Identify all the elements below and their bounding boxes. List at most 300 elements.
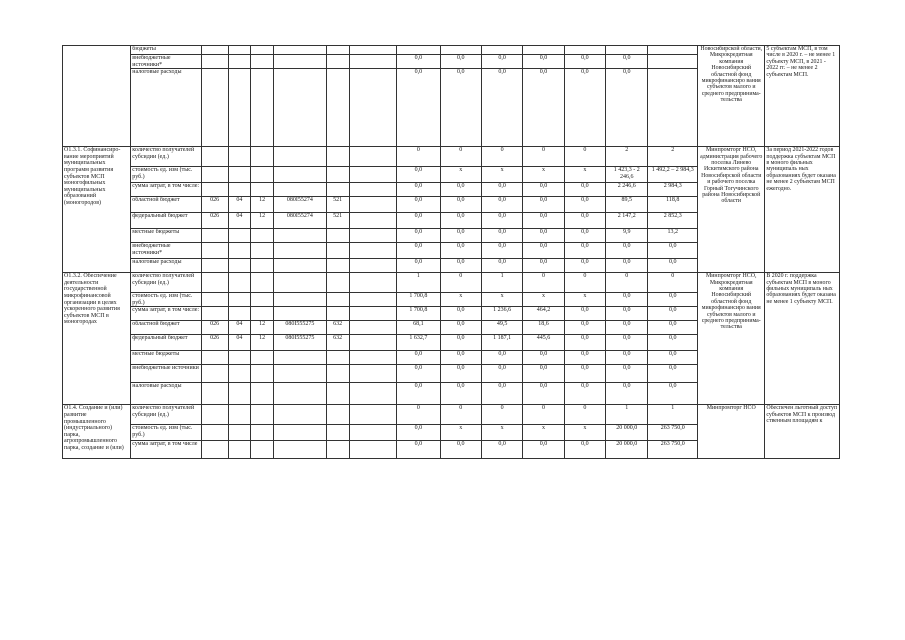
indicator-label: налоговые расходы bbox=[131, 259, 201, 273]
indicator-label: бюджеты bbox=[131, 46, 201, 55]
code-cell-vr bbox=[326, 167, 349, 183]
value-cell-2018: 1 236,6 bbox=[481, 307, 522, 321]
executor-cell: Минпромторг НСО, Микрокредитная компания Новосибирский областной фонд микрофинансиро вания субъектов малого и среднего предпринима- тельства bbox=[698, 273, 765, 405]
code-cell-csr bbox=[274, 307, 327, 321]
value-cell-2017: 0,0 bbox=[440, 213, 481, 229]
value-cell-2015 bbox=[349, 273, 397, 293]
code-cell-vr bbox=[326, 425, 349, 441]
value-cell-2017: 0,0 bbox=[440, 259, 481, 273]
code-cell-grbs bbox=[201, 425, 228, 441]
value-cell-2018: 0,0 bbox=[481, 259, 522, 273]
code-cell-grbs bbox=[201, 383, 228, 405]
value-cell-2016: 0,0 bbox=[397, 383, 440, 405]
value-cell-2018: 1 187,1 bbox=[481, 335, 522, 351]
value-cell-2018: 0,0 bbox=[481, 197, 522, 213]
code-cell-rz bbox=[228, 351, 251, 365]
value-cell-2016: 0,0 bbox=[397, 197, 440, 213]
executor-cell: Новосибирской области, Микрокредитная компания Новосибирский областной фонд микрофинансиро вания субъектов малого и среднего предпринима- тельства bbox=[698, 46, 765, 147]
value-cell-2021 bbox=[606, 46, 648, 55]
code-cell-rz bbox=[228, 243, 251, 259]
value-cell-2020: 0,0 bbox=[564, 321, 605, 335]
activity-title: О1.3.1. Софинансиро- вание мероприятий муниципальных программ развития субъектов МСП моногофильных муниципальных образований (моногородов) bbox=[63, 147, 131, 273]
value-cell-2022: 118,8 bbox=[648, 197, 698, 213]
indicator-label: количество получателей субсидии (ед.) bbox=[131, 273, 201, 293]
code-cell-grbs bbox=[201, 183, 228, 197]
code-cell-rz bbox=[228, 293, 251, 307]
value-cell-2017: 0,0 bbox=[440, 365, 481, 383]
value-cell-2016: 68,1 bbox=[397, 321, 440, 335]
value-cell-2018: 49,5 bbox=[481, 321, 522, 335]
value-cell-2018: 0,0 bbox=[481, 441, 522, 459]
code-cell-rz bbox=[228, 307, 251, 321]
code-cell-csr bbox=[274, 351, 327, 365]
indicator-label: федеральный бюджет bbox=[131, 213, 201, 229]
code-cell-csr bbox=[274, 425, 327, 441]
code-cell-vr bbox=[326, 55, 349, 69]
code-cell-vr: 632 bbox=[326, 321, 349, 335]
value-cell-2018: 0,0 bbox=[481, 69, 522, 147]
value-cell-2022 bbox=[648, 46, 698, 55]
result-cell: 5 субъектам МСП, в том числе в 2020 г. – не менее 1 субъекту МСП, в 2021 - 2022 гг. – не менее 2 субъектам МСП. bbox=[765, 46, 840, 147]
code-cell-csr: 080I555275 bbox=[274, 335, 327, 351]
code-cell-rz bbox=[228, 383, 251, 405]
indicator-label: сумма затрат, в том числе bbox=[131, 441, 201, 459]
value-cell-2017: 0,0 bbox=[440, 383, 481, 405]
value-cell-2021: 0,0 bbox=[606, 293, 648, 307]
code-cell-pr bbox=[251, 259, 274, 273]
value-cell-2021: 20 000,0 bbox=[606, 441, 648, 459]
value-cell-2018: 0,0 bbox=[481, 383, 522, 405]
code-cell-csr bbox=[274, 183, 327, 197]
code-cell-pr bbox=[251, 46, 274, 55]
value-cell-2022: 13,2 bbox=[648, 229, 698, 243]
code-cell-rz bbox=[228, 405, 251, 425]
value-cell-2020 bbox=[564, 46, 605, 55]
value-cell-2018: 0,0 bbox=[481, 229, 522, 243]
value-cell-2021: 0,0 bbox=[606, 243, 648, 259]
value-cell-2019: 0,0 bbox=[523, 259, 564, 273]
value-cell-2022: 0,0 bbox=[648, 243, 698, 259]
value-cell-2019: 0,0 bbox=[523, 351, 564, 365]
value-cell-2015 bbox=[349, 441, 397, 459]
code-cell-pr: 12 bbox=[251, 321, 274, 335]
value-cell-2020: 0,0 bbox=[564, 259, 605, 273]
code-cell-vr bbox=[326, 383, 349, 405]
value-cell-2022: 263 750,0 bbox=[648, 441, 698, 459]
value-cell-2022: 0,0 bbox=[648, 365, 698, 383]
value-cell-2015 bbox=[349, 243, 397, 259]
indicator-label: налоговые расходы bbox=[131, 383, 201, 405]
code-cell-rz: 04 bbox=[228, 335, 251, 351]
value-cell-2017: 0,0 bbox=[440, 69, 481, 147]
value-cell-2020: 0,0 bbox=[564, 351, 605, 365]
code-cell-rz: 04 bbox=[228, 321, 251, 335]
result-cell: Обеспечен льготный доступ субъектов МСП к производ ственным площадям к bbox=[765, 405, 840, 459]
value-cell-2021: 0,0 bbox=[606, 335, 648, 351]
value-cell-2015 bbox=[349, 405, 397, 425]
value-cell-2018: 0 bbox=[481, 405, 522, 425]
code-cell-grbs: 026 bbox=[201, 321, 228, 335]
indicator-label: областной бюджет bbox=[131, 321, 201, 335]
code-cell-pr bbox=[251, 365, 274, 383]
value-cell-2016: 0,0 bbox=[397, 351, 440, 365]
code-cell-vr bbox=[326, 307, 349, 321]
indicator-label: внебюджетные источники bbox=[131, 365, 201, 383]
value-cell-2022: 2 bbox=[648, 147, 698, 167]
code-cell-grbs: 026 bbox=[201, 335, 228, 351]
code-cell-rz bbox=[228, 69, 251, 147]
code-cell-pr bbox=[251, 69, 274, 147]
value-cell-2015 bbox=[349, 259, 397, 273]
table-row bbox=[63, 405, 840, 425]
code-cell-vr bbox=[326, 69, 349, 147]
value-cell-2017: 0,0 bbox=[440, 183, 481, 197]
value-cell-2022: 263 750,0 bbox=[648, 425, 698, 441]
code-cell-rz bbox=[228, 183, 251, 197]
code-cell-grbs bbox=[201, 441, 228, 459]
value-cell-2018: x bbox=[481, 293, 522, 307]
value-cell-2017: 0 bbox=[440, 405, 481, 425]
result-cell: В 2020 г. поддержка субъектам МСП в моного фильных муниципаль ных образованиях будет оказана не менее 1 субъекту МСП. bbox=[765, 273, 840, 405]
value-cell-2021: 0,0 bbox=[606, 383, 648, 405]
indicator-label: федеральный бюджет bbox=[131, 335, 201, 351]
value-cell-2018: 0,0 bbox=[481, 243, 522, 259]
value-cell-2020: 0,0 bbox=[564, 213, 605, 229]
value-cell-2022: 2 852,3 bbox=[648, 213, 698, 229]
code-cell-rz bbox=[228, 273, 251, 293]
value-cell-2022 bbox=[648, 69, 698, 147]
value-cell-2015 bbox=[349, 229, 397, 243]
value-cell-2016: 0,0 bbox=[397, 55, 440, 69]
value-cell-2018: 0 bbox=[481, 147, 522, 167]
indicator-label: количество получателей субсидии (ед.) bbox=[131, 405, 201, 425]
value-cell-2017: x bbox=[440, 425, 481, 441]
value-cell-2021: 89,5 bbox=[606, 197, 648, 213]
value-cell-2017: 0,0 bbox=[440, 197, 481, 213]
code-cell-rz bbox=[228, 425, 251, 441]
activity-title: О1.4. Создание и (или) развитие промышленного (индустриального) парка, агропромышленного парка, создание и (или) bbox=[63, 405, 131, 459]
value-cell-2015 bbox=[349, 147, 397, 167]
value-cell-2021: 20 000,0 bbox=[606, 425, 648, 441]
value-cell-2019: 445,6 bbox=[523, 335, 564, 351]
value-cell-2015 bbox=[349, 46, 397, 55]
code-cell-grbs bbox=[201, 167, 228, 183]
value-cell-2019: 0,0 bbox=[523, 197, 564, 213]
value-cell-2020: 0,0 bbox=[564, 365, 605, 383]
value-cell-2022: 1 bbox=[648, 405, 698, 425]
code-cell-csr bbox=[274, 69, 327, 147]
code-cell-vr: 521 bbox=[326, 213, 349, 229]
value-cell-2016: 1 632,7 bbox=[397, 335, 440, 351]
value-cell-2020: 0,0 bbox=[564, 229, 605, 243]
value-cell-2018: 0,0 bbox=[481, 213, 522, 229]
value-cell-2015 bbox=[349, 293, 397, 307]
value-cell-2021: 0,0 bbox=[606, 55, 648, 69]
value-cell-2021: 0,0 bbox=[606, 259, 648, 273]
value-cell-2019: 0,0 bbox=[523, 365, 564, 383]
value-cell-2020: 0,0 bbox=[564, 55, 605, 69]
code-cell-vr bbox=[326, 259, 349, 273]
indicator-label: стоимость ед. изм (тыс. руб.) bbox=[131, 425, 201, 441]
indicator-label: местные бюджеты bbox=[131, 229, 201, 243]
code-cell-grbs bbox=[201, 259, 228, 273]
value-cell-2020: 0,0 bbox=[564, 183, 605, 197]
code-cell-vr bbox=[326, 273, 349, 293]
value-cell-2020: 0,0 bbox=[564, 197, 605, 213]
code-cell-rz bbox=[228, 46, 251, 55]
code-cell-csr bbox=[274, 293, 327, 307]
value-cell-2017 bbox=[440, 46, 481, 55]
value-cell-2019: x bbox=[523, 293, 564, 307]
code-cell-pr bbox=[251, 351, 274, 365]
value-cell-2016: 0,0 bbox=[397, 69, 440, 147]
value-cell-2020: 0 bbox=[564, 147, 605, 167]
value-cell-2015 bbox=[349, 55, 397, 69]
value-cell-2022: 0,0 bbox=[648, 293, 698, 307]
budget-table bbox=[62, 45, 840, 459]
value-cell-2022: 1 492,2 – 2 984,3 bbox=[648, 167, 698, 183]
value-cell-2018: x bbox=[481, 167, 522, 183]
value-cell-2017: 0,0 bbox=[440, 335, 481, 351]
value-cell-2018 bbox=[481, 46, 522, 55]
value-cell-2015 bbox=[349, 307, 397, 321]
code-cell-rz bbox=[228, 229, 251, 243]
code-cell-csr bbox=[274, 365, 327, 383]
value-cell-2020: 0,0 bbox=[564, 307, 605, 321]
value-cell-2021: 0,0 bbox=[606, 307, 648, 321]
value-cell-2021: 2 bbox=[606, 147, 648, 167]
value-cell-2021: 0 bbox=[606, 273, 648, 293]
value-cell-2016: 0,0 bbox=[397, 213, 440, 229]
code-cell-rz bbox=[228, 259, 251, 273]
code-cell-pr: 12 bbox=[251, 197, 274, 213]
value-cell-2021: 1 423,3 - 2 246,6 bbox=[606, 167, 648, 183]
code-cell-vr bbox=[326, 441, 349, 459]
value-cell-2019: x bbox=[523, 167, 564, 183]
value-cell-2015 bbox=[349, 365, 397, 383]
code-cell-vr bbox=[326, 351, 349, 365]
value-cell-2019: 464,2 bbox=[523, 307, 564, 321]
value-cell-2019: 0,0 bbox=[523, 213, 564, 229]
value-cell-2017: x bbox=[440, 293, 481, 307]
value-cell-2022 bbox=[648, 55, 698, 69]
code-cell-grbs bbox=[201, 147, 228, 167]
value-cell-2021: 0,0 bbox=[606, 351, 648, 365]
code-cell-csr bbox=[274, 229, 327, 243]
value-cell-2018: 1 bbox=[481, 273, 522, 293]
code-cell-csr bbox=[274, 55, 327, 69]
value-cell-2020: x bbox=[564, 167, 605, 183]
value-cell-2016: 1 bbox=[397, 273, 440, 293]
value-cell-2017: 0,0 bbox=[440, 243, 481, 259]
code-cell-vr bbox=[326, 183, 349, 197]
code-cell-csr: 080I555275 bbox=[274, 321, 327, 335]
value-cell-2022: 0,0 bbox=[648, 335, 698, 351]
value-cell-2018: x bbox=[481, 425, 522, 441]
code-cell-grbs: 026 bbox=[201, 197, 228, 213]
code-cell-pr bbox=[251, 229, 274, 243]
value-cell-2017: 0 bbox=[440, 273, 481, 293]
code-cell-rz bbox=[228, 365, 251, 383]
value-cell-2017: 0,0 bbox=[440, 307, 481, 321]
value-cell-2019: 0 bbox=[523, 405, 564, 425]
value-cell-2019: 0,0 bbox=[523, 383, 564, 405]
value-cell-2020: 0,0 bbox=[564, 335, 605, 351]
code-cell-pr bbox=[251, 243, 274, 259]
code-cell-csr bbox=[274, 147, 327, 167]
code-cell-pr bbox=[251, 405, 274, 425]
code-cell-pr bbox=[251, 167, 274, 183]
executor-cell: Минпромторг НСО bbox=[698, 405, 765, 459]
code-cell-pr bbox=[251, 441, 274, 459]
code-cell-grbs bbox=[201, 365, 228, 383]
value-cell-2015 bbox=[349, 197, 397, 213]
value-cell-2021: 9,9 bbox=[606, 229, 648, 243]
indicator-label: местные бюджеты bbox=[131, 351, 201, 365]
code-cell-pr: 12 bbox=[251, 335, 274, 351]
code-cell-vr bbox=[326, 147, 349, 167]
value-cell-2016: 0,0 bbox=[397, 167, 440, 183]
code-cell-pr bbox=[251, 147, 274, 167]
value-cell-2019 bbox=[523, 46, 564, 55]
code-cell-csr bbox=[274, 441, 327, 459]
code-cell-rz bbox=[228, 55, 251, 69]
value-cell-2021: 0,0 bbox=[606, 365, 648, 383]
activity-title: О1.3.2. Обеспечение деятельности государственной микрофинансовой организации в целях ускоренного развития субъектов МСП в моногородах bbox=[63, 273, 131, 405]
value-cell-2020: 0,0 bbox=[564, 441, 605, 459]
code-cell-csr: 080I55274 bbox=[274, 197, 327, 213]
value-cell-2022: 2 984,3 bbox=[648, 183, 698, 197]
table-row bbox=[63, 147, 840, 167]
value-cell-2019: 0,0 bbox=[523, 441, 564, 459]
activity-title bbox=[63, 46, 131, 147]
indicator-label: количество получателей субсидии (ед.) bbox=[131, 147, 201, 167]
indicator-label: сумма затрат, в том числе: bbox=[131, 183, 201, 197]
value-cell-2015 bbox=[349, 69, 397, 147]
value-cell-2018: 0,0 bbox=[481, 351, 522, 365]
code-cell-csr bbox=[274, 259, 327, 273]
code-cell-pr: 12 bbox=[251, 213, 274, 229]
value-cell-2022: 0,0 bbox=[648, 321, 698, 335]
code-cell-pr bbox=[251, 383, 274, 405]
value-cell-2021: 2 147,2 bbox=[606, 213, 648, 229]
value-cell-2016: 0,0 bbox=[397, 229, 440, 243]
value-cell-2017: 0 bbox=[440, 147, 481, 167]
value-cell-2016: 0,0 bbox=[397, 425, 440, 441]
indicator-label: внебюджетные источники* bbox=[131, 55, 201, 69]
indicator-label: сумма затрат, в том числе: bbox=[131, 307, 201, 321]
code-cell-grbs bbox=[201, 273, 228, 293]
value-cell-2015 bbox=[349, 213, 397, 229]
code-cell-pr bbox=[251, 307, 274, 321]
value-cell-2020: x bbox=[564, 293, 605, 307]
value-cell-2016: 0,0 bbox=[397, 441, 440, 459]
value-cell-2016: 0,0 bbox=[397, 259, 440, 273]
code-cell-grbs bbox=[201, 243, 228, 259]
value-cell-2015 bbox=[349, 425, 397, 441]
code-cell-grbs bbox=[201, 46, 228, 55]
value-cell-2019: 0 bbox=[523, 273, 564, 293]
code-cell-grbs bbox=[201, 307, 228, 321]
value-cell-2020: 0,0 bbox=[564, 69, 605, 147]
value-cell-2015 bbox=[349, 351, 397, 365]
code-cell-grbs bbox=[201, 293, 228, 307]
code-cell-pr bbox=[251, 55, 274, 69]
code-cell-csr bbox=[274, 383, 327, 405]
value-cell-2019: 0 bbox=[523, 147, 564, 167]
code-cell-csr bbox=[274, 405, 327, 425]
value-cell-2021: 0,0 bbox=[606, 321, 648, 335]
code-cell-vr: 521 bbox=[326, 197, 349, 213]
value-cell-2016: 1 700,8 bbox=[397, 307, 440, 321]
value-cell-2015 bbox=[349, 335, 397, 351]
code-cell-rz bbox=[228, 147, 251, 167]
code-cell-vr bbox=[326, 293, 349, 307]
value-cell-2018: 0,0 bbox=[481, 55, 522, 69]
code-cell-grbs bbox=[201, 55, 228, 69]
code-cell-rz bbox=[228, 167, 251, 183]
value-cell-2015 bbox=[349, 321, 397, 335]
code-cell-csr bbox=[274, 273, 327, 293]
code-cell-vr: 632 bbox=[326, 335, 349, 351]
code-cell-pr bbox=[251, 183, 274, 197]
result-cell: За период 2021-2022 годов поддержка субъектам МСП в моного фильных муниципаль ных образованиях будет оказана не менее 2 субъектам МСП ежегодно. bbox=[765, 147, 840, 273]
code-cell-grbs bbox=[201, 405, 228, 425]
value-cell-2016: 0,0 bbox=[397, 243, 440, 259]
indicator-label: налоговые расходы bbox=[131, 69, 201, 147]
code-cell-rz: 04 bbox=[228, 197, 251, 213]
value-cell-2021: 0,0 bbox=[606, 69, 648, 147]
value-cell-2022: 0 bbox=[648, 273, 698, 293]
value-cell-2022: 0,0 bbox=[648, 351, 698, 365]
code-cell-grbs bbox=[201, 69, 228, 147]
code-cell-rz bbox=[228, 441, 251, 459]
value-cell-2020: 0,0 bbox=[564, 383, 605, 405]
value-cell-2017: 0,0 bbox=[440, 441, 481, 459]
code-cell-csr bbox=[274, 167, 327, 183]
value-cell-2017: 0,0 bbox=[440, 229, 481, 243]
value-cell-2016: 0,0 bbox=[397, 183, 440, 197]
value-cell-2022: 0,0 bbox=[648, 307, 698, 321]
value-cell-2019: 0,0 bbox=[523, 243, 564, 259]
value-cell-2022: 0,0 bbox=[648, 259, 698, 273]
value-cell-2021: 2 246,6 bbox=[606, 183, 648, 197]
value-cell-2019: 18,6 bbox=[523, 321, 564, 335]
value-cell-2018: 0,0 bbox=[481, 183, 522, 197]
value-cell-2015 bbox=[349, 183, 397, 197]
value-cell-2019: 0,0 bbox=[523, 69, 564, 147]
indicator-label: стоимость ед. изм (тыс. руб.) bbox=[131, 167, 201, 183]
value-cell-2016 bbox=[397, 46, 440, 55]
code-cell-pr bbox=[251, 273, 274, 293]
code-cell-pr bbox=[251, 293, 274, 307]
code-cell-grbs bbox=[201, 229, 228, 243]
code-cell-csr bbox=[274, 243, 327, 259]
code-cell-vr bbox=[326, 46, 349, 55]
executor-cell: Минпромторг НСО, администрация рабочего поселка Линево Искитимского района Новосибирской области и рабочего поселка Горный Тогучинского района Новосибирской области bbox=[698, 147, 765, 273]
value-cell-2017: 0,0 bbox=[440, 321, 481, 335]
code-cell-pr bbox=[251, 425, 274, 441]
code-cell-vr bbox=[326, 365, 349, 383]
value-cell-2019: 0,0 bbox=[523, 183, 564, 197]
value-cell-2017: 0,0 bbox=[440, 351, 481, 365]
value-cell-2017: 0,0 bbox=[440, 55, 481, 69]
code-cell-grbs bbox=[201, 351, 228, 365]
value-cell-2020: 0 bbox=[564, 273, 605, 293]
value-cell-2016: 0,0 bbox=[397, 365, 440, 383]
indicator-label: стоимость ед. изм (тыс. руб.) bbox=[131, 293, 201, 307]
code-cell-csr: 080I55274 bbox=[274, 213, 327, 229]
